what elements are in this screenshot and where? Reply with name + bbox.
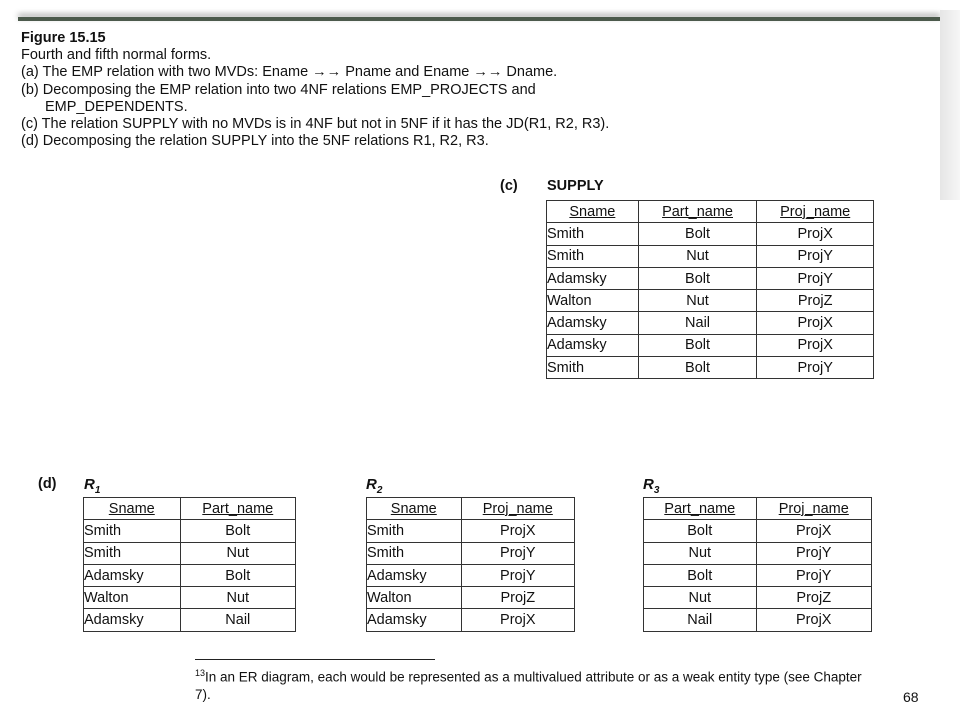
table-cell: Nail — [638, 312, 757, 334]
table-row — [547, 312, 874, 334]
table-cell: ProjX — [756, 609, 871, 631]
table-row — [84, 609, 296, 631]
table-cell: Nut — [180, 542, 295, 564]
table-cell: Walton — [84, 587, 181, 609]
supply-column-header — [638, 201, 757, 223]
table-cell: Bolt — [638, 223, 757, 245]
slide-top-bar — [18, 17, 940, 21]
table-cell: ProjX — [757, 334, 874, 356]
table-cell: Adamsky — [547, 312, 639, 334]
table-cell: ProjZ — [757, 290, 874, 312]
r2-table — [366, 497, 575, 632]
table-cell: Walton — [367, 587, 462, 609]
table-row — [644, 587, 872, 609]
part-c-label: (c) — [500, 178, 518, 194]
figure-subtitle: Fourth and fifth normal forms. — [21, 47, 212, 64]
table-cell: Bolt — [644, 564, 757, 586]
r2-column-header — [461, 498, 574, 520]
r1-column-header — [84, 498, 181, 520]
table-row — [367, 609, 575, 631]
r1-name: $R_1$ — [84, 476, 101, 496]
table-cell: Nut — [638, 245, 757, 267]
table-cell: Bolt — [180, 520, 295, 542]
table-cell: Smith — [84, 520, 181, 542]
caption-line-b1: (b) Decomposing the EMP relation into two 4NF relations EMP_PROJECTS and — [21, 81, 536, 98]
table-cell: Adamsky — [547, 267, 639, 289]
table-row — [547, 334, 874, 356]
table-row — [84, 520, 296, 542]
table-cell: Nut — [180, 587, 295, 609]
table-cell: Nut — [638, 290, 757, 312]
table-cell: ProjX — [757, 223, 874, 245]
table-row — [644, 564, 872, 586]
table-cell: ProjX — [461, 609, 574, 631]
table-row — [547, 267, 874, 289]
table-cell: Bolt — [644, 520, 757, 542]
table-row — [367, 564, 575, 586]
supply-column-header — [547, 201, 639, 223]
table-row — [367, 587, 575, 609]
r1-table — [83, 497, 296, 632]
table-cell: Smith — [84, 542, 181, 564]
r2-header-label: Proj_name — [482, 500, 553, 517]
r1-header-label: Part_name — [202, 500, 274, 517]
table-row — [547, 357, 874, 379]
r3-name: $R_3$ — [643, 476, 660, 496]
table-cell: ProjX — [757, 312, 874, 334]
r3-header-label: Proj_name — [778, 500, 849, 517]
table-cell: Adamsky — [84, 609, 181, 631]
table-cell: Nail — [180, 609, 295, 631]
footnote-text: In an ER diagram, each would be represented as a multivalued attribute or as a weak entity type (see Chapter 7). — [195, 669, 862, 702]
table-cell: Bolt — [638, 334, 757, 356]
table-cell: ProjY — [461, 564, 574, 586]
table-row — [547, 223, 874, 245]
table-cell: Adamsky — [367, 609, 462, 631]
r2-name: $R_2$ — [366, 476, 383, 496]
table-cell: ProjY — [461, 542, 574, 564]
table-cell: Nut — [644, 542, 757, 564]
caption-line-d: (d) Decomposing the relation SUPPLY into the 5NF relations R1, R2, R3. — [21, 133, 489, 150]
table-cell: Adamsky — [84, 564, 181, 586]
table-cell: ProjY — [757, 267, 874, 289]
table-row — [367, 542, 575, 564]
table-cell: Bolt — [638, 267, 757, 289]
table-cell: Bolt — [180, 564, 295, 586]
table-cell: Nut — [644, 587, 757, 609]
table-cell: Adamsky — [547, 334, 639, 356]
table-cell: ProjY — [757, 245, 874, 267]
table-row — [367, 520, 575, 542]
supply-table — [546, 200, 874, 379]
table-cell: ProjY — [756, 564, 871, 586]
table-cell: Walton — [547, 290, 639, 312]
table-cell: ProjZ — [461, 587, 574, 609]
r2-header-label: Sname — [390, 500, 437, 517]
table-cell: ProjY — [757, 357, 874, 379]
table-cell: ProjX — [756, 520, 871, 542]
r2-column-header — [367, 498, 462, 520]
caption-line-c: (c) The relation SUPPLY with no MVDs is in 4NF but not in 5NF if it has the JD(R1, R2, R3). — [21, 116, 610, 133]
supply-column-header — [757, 201, 874, 223]
r3-column-header — [644, 498, 757, 520]
caption-line-b2: EMP_DEPENDENTS. — [45, 98, 188, 115]
table-row — [644, 520, 872, 542]
table-cell: Smith — [367, 520, 462, 542]
table-row — [84, 564, 296, 586]
figure-number: Figure 15.15 — [21, 30, 106, 46]
table-row — [547, 290, 874, 312]
supply-title: SUPPLY — [547, 178, 604, 194]
table-cell: ProjY — [756, 542, 871, 564]
r1-column-header — [180, 498, 295, 520]
table-cell: Nail — [644, 609, 757, 631]
r3-header-label: Part_name — [664, 500, 736, 517]
supply-header-label: Sname — [569, 203, 616, 220]
footnote — [195, 665, 875, 703]
table-cell: Bolt — [638, 357, 757, 379]
figure-caption — [21, 30, 761, 150]
table-row — [644, 542, 872, 564]
footnote-divider — [195, 659, 435, 660]
supply-header-label: Proj_name — [780, 203, 851, 220]
table-row — [84, 587, 296, 609]
table-cell: ProjX — [461, 520, 574, 542]
supply-header-label: Part_name — [662, 203, 733, 220]
table-cell: ProjZ — [756, 587, 871, 609]
footnote-marker: 13 — [195, 668, 206, 678]
r3-table — [643, 497, 872, 632]
slide-edge-shade — [940, 10, 960, 200]
r3-column-header — [756, 498, 871, 520]
table-row — [84, 542, 296, 564]
part-d-label: (d) — [38, 476, 57, 492]
table-row — [547, 245, 874, 267]
table-cell: Smith — [547, 245, 639, 267]
page-number: 68 — [903, 689, 919, 705]
table-cell: Smith — [547, 357, 639, 379]
table-row — [644, 609, 872, 631]
r1-header-label: Sname — [108, 500, 155, 517]
caption-line-a: (a) The EMP relation with two MVDs: Ename →→ Pname and Ename →→ Dname. — [21, 64, 558, 81]
table-cell: Smith — [367, 542, 462, 564]
table-cell: Smith — [547, 223, 639, 245]
table-cell: Adamsky — [367, 564, 462, 586]
